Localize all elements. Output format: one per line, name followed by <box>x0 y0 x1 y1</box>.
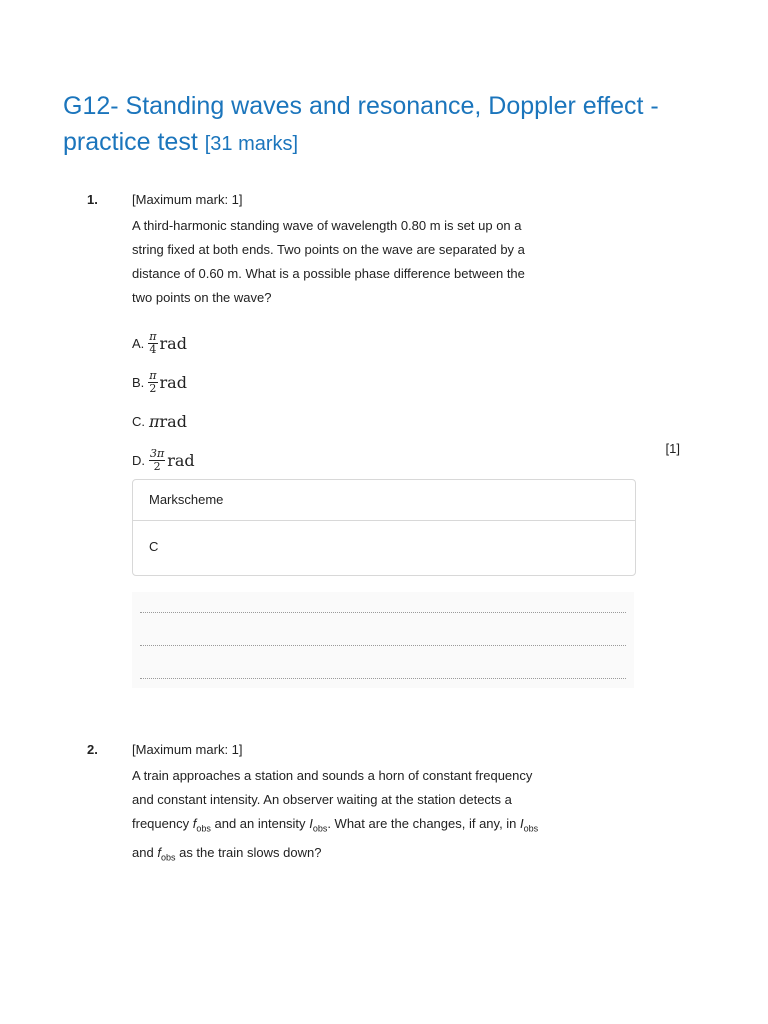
numerator: π <box>149 330 157 343</box>
answer-line[interactable] <box>140 612 626 613</box>
variable-f: f <box>157 844 161 860</box>
option-letter: D. <box>132 452 145 468</box>
denominator: 2 <box>153 460 161 473</box>
question-text-line: A train approaches a station and sounds a horn of constant frequency <box>132 768 533 783</box>
denominator: 2 <box>149 382 157 395</box>
option-b <box>132 363 572 402</box>
pi-symbol: π <box>149 411 160 431</box>
option-letter: C. <box>132 413 145 429</box>
subscript-obs: obs <box>196 823 211 834</box>
max-mark: [Maximum mark: 1] <box>132 742 243 757</box>
subscript-obs: obs <box>160 852 176 863</box>
option-math <box>149 448 195 473</box>
title-main: G12- Standing waves and resonance, Doppler effect - practice test <box>63 92 659 156</box>
markscheme-panel[interactable] <box>132 479 636 576</box>
markscheme-header[interactable]: Markscheme <box>133 480 635 521</box>
mark-badge: [1] <box>665 441 680 456</box>
numerator: 3π <box>150 447 165 460</box>
numerator: π <box>149 369 157 382</box>
question-text-line: A third-harmonic standing wave of wavelength 0.80 m is set up on a <box>132 218 522 233</box>
variable-i: I <box>520 816 524 831</box>
unit: rad <box>159 411 187 431</box>
option-letter: B. <box>132 374 145 390</box>
text-segment: frequency <box>132 816 190 831</box>
question-text-line: string fixed at both ends. Two points on the wave are separated by a <box>132 242 525 257</box>
option-a <box>132 324 572 363</box>
fraction <box>148 331 157 356</box>
unit: rad <box>159 333 187 353</box>
page-title <box>63 88 703 162</box>
question-body <box>132 192 572 480</box>
question-number: 1. <box>87 192 98 207</box>
option-math <box>149 410 187 434</box>
text-segment: and <box>132 844 154 860</box>
fraction <box>148 370 157 395</box>
answer-lines[interactable] <box>132 592 634 688</box>
options-list <box>132 324 572 480</box>
option-d <box>132 441 572 480</box>
question-body <box>132 742 572 869</box>
subscript-obs: obs <box>523 823 539 834</box>
unit: rad <box>159 372 187 392</box>
variable-f: f <box>192 816 197 831</box>
question-text-line: distance of 0.60 m. What is a possible phase difference between the <box>132 266 525 281</box>
option-c <box>132 402 572 441</box>
option-math <box>148 331 187 356</box>
question-text-line <box>132 812 572 841</box>
question-text-line: and constant intensity. An observer waiting at the station detects a <box>132 792 512 807</box>
text-segment: and an intensity <box>214 816 306 831</box>
text-segment: as the train slows down? <box>179 844 322 860</box>
option-letter: A. <box>132 335 145 351</box>
answer-line[interactable] <box>140 645 626 646</box>
text-segment: . What are the changes, if any, in <box>327 816 517 831</box>
max-mark: [Maximum mark: 1] <box>132 192 243 207</box>
unit: rad <box>167 450 195 470</box>
subscript-obs: obs <box>312 823 328 834</box>
variable-i: I <box>309 816 313 831</box>
denominator: 4 <box>149 343 157 356</box>
answer-line[interactable] <box>140 678 626 679</box>
option-math <box>148 370 187 395</box>
question-text-line <box>132 841 572 870</box>
fraction <box>149 448 165 473</box>
question-text-line: two points on the wave? <box>132 290 272 305</box>
markscheme-answer: C <box>149 539 159 554</box>
question-number: 2. <box>87 742 98 757</box>
title-marks: [31 marks] <box>204 133 299 155</box>
